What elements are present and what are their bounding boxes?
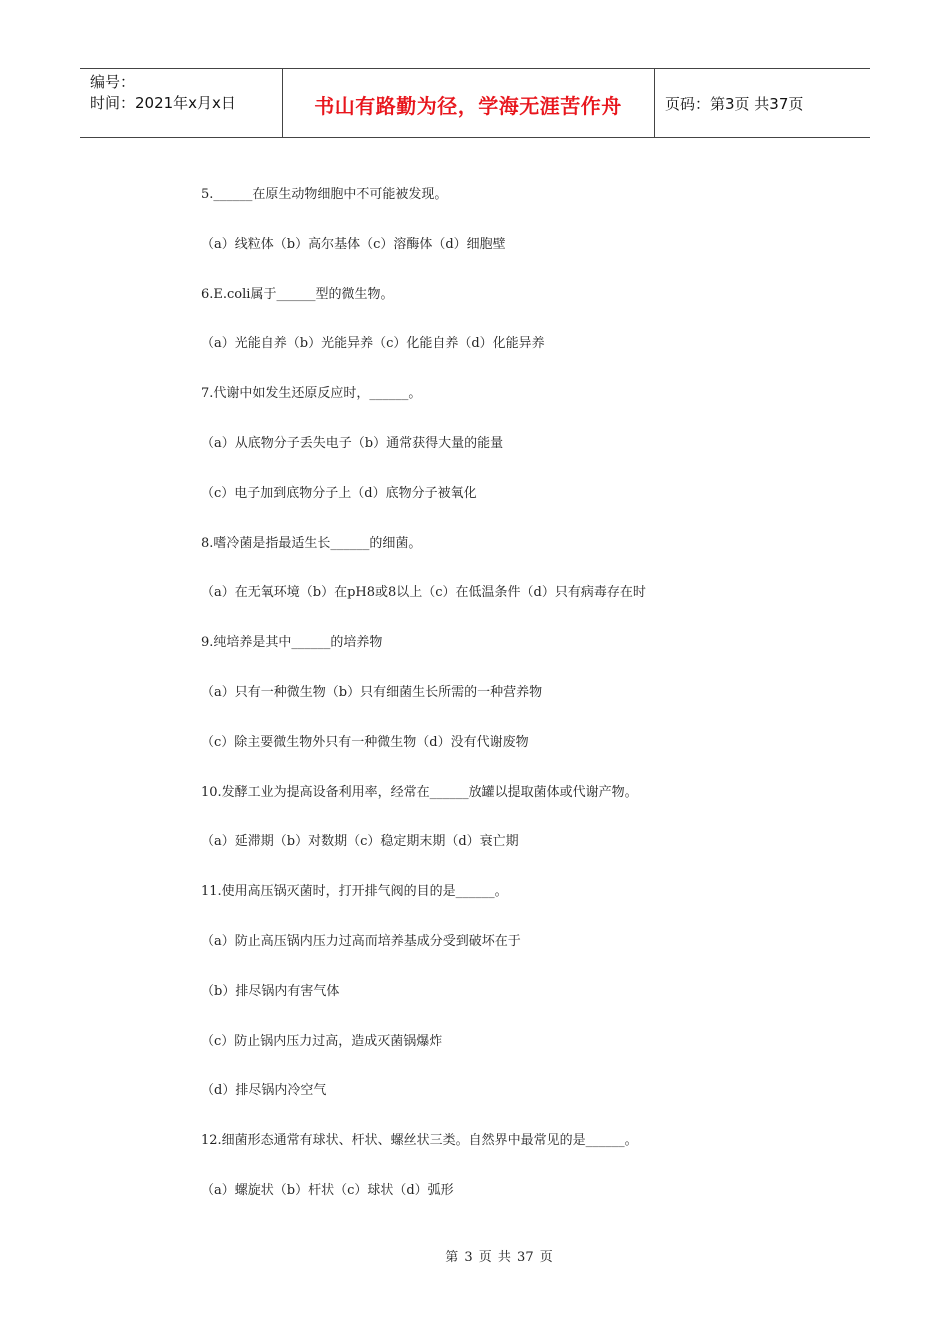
option-line: （a）线粒体（b）高尔基体（c）溶酶体（d）细胞壁 [201,236,506,252]
option-line: （a）光能自养（b）光能异养（c）化能自养（d）化能异养 [201,336,545,352]
option-line: （c）防止锅内压力过高，造成灭菌锅爆炸 [201,1033,443,1049]
header-motto: 书山有路勤为径，学海无涯苦作舟 [314,94,622,118]
page-footer: 第 3 页 共 37 页 [445,1250,553,1265]
option-line: （c）电子加到底物分子上（d）底物分子被氧化 [201,485,477,501]
option-line: （d）排尽锅内冷空气 [201,1083,327,1099]
page-header [80,68,870,138]
option-line: （a）只有一种微生物（b）只有细菌生长所需的一种营养物 [201,684,543,700]
option-line: （a）防止高压锅内压力过高而培养基成分受到破坏在于 [201,933,521,949]
header-meta [90,72,236,114]
question-line: 6.E.coli属于______型的微生物。 [201,286,394,302]
header-divider [654,69,655,137]
document-number-label: 编号： [90,73,136,91]
option-line: （a）在无氧环境（b）在pH8或8以上（c）在低温条件（d）只有病毒存在时 [201,585,646,601]
question-line: 8.嗜冷菌是指最适生长______的细菌。 [201,535,422,551]
option-line: （a）延滞期（b）对数期（c）稳定期末期（d）衰亡期 [201,834,519,850]
question-line: 5.______在原生动物细胞中不可能被发现。 [201,187,448,202]
question-list [201,184,646,1230]
question-line: 11.使用高压锅灭菌时，打开排气阀的目的是______。 [201,884,508,900]
option-line: （a）从底物分子丢失电子（b）通常获得大量的能量 [201,435,504,451]
option-line: （c）除主要微生物外只有一种微生物（d）没有代谢废物 [201,734,529,750]
option-line: （b）排尽锅内有害气体 [201,983,340,999]
question-line: 9.纯培养是其中______的培养物 [201,635,383,651]
question-line: 12.细菌形态通常有球状、杆状、螺丝状三类。自然界中最常见的是______。 [201,1133,638,1149]
question-line: 10.发酵工业为提高设备利用率，经常在______放罐以提取菌体或代谢产物。 [201,784,638,800]
option-line: （a）螺旋状（b）杆状（c）球状（d）弧形 [201,1182,454,1198]
header-page-number: 页码：第3页 共37页 [665,95,804,113]
question-line: 7.代谢中如发生还原反应时，______。 [201,386,422,402]
document-date-label: 时间：2021年x月x日 [90,94,236,112]
